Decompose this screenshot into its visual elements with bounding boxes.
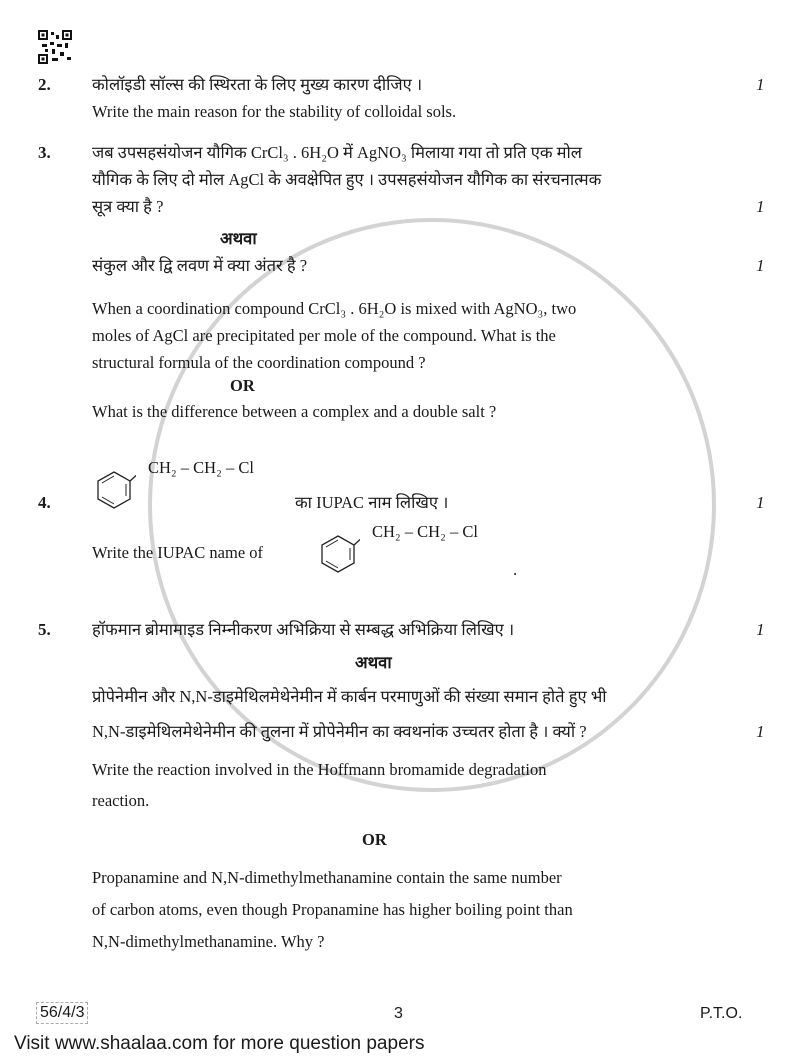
paper-code: 56/4/3: [36, 1002, 88, 1024]
or-label-hindi: अथवा: [220, 229, 257, 248]
question-mark: 1: [756, 256, 765, 275]
benzene-ring-icon: [92, 468, 136, 512]
question-english-line: moles of AgCl are precipitated per mole of the compound. What is the: [92, 326, 556, 345]
or-label-hindi: अथवा: [355, 653, 392, 672]
pto-label: P.T.O.: [700, 1005, 743, 1022]
question-english-line: structural formula of the coordination compound ?: [92, 353, 426, 372]
question-alt-hindi-line: N,N-डाइमेथिलमेथेनेमीन की तुलना में प्रोपेनेमीन का क्वथनांक उच्चतर होता है । क्यों ?: [92, 722, 587, 741]
question-alt-english: What is the difference between a complex and a double salt ?: [92, 402, 497, 421]
or-label-english: OR: [362, 830, 387, 849]
question-hindi: का IUPAC नाम लिखिए ।: [295, 493, 449, 512]
question-number: 3.: [38, 143, 51, 162]
question-alt-english-line: of carbon atoms, even though Propanamine has higher boiling point than: [92, 900, 573, 919]
question-number: 4.: [38, 493, 51, 512]
question-english-line: Write the reaction involved in the Hoffmann bromamide degradation: [92, 760, 547, 779]
question-number: 2.: [38, 75, 51, 94]
question-hindi-line: जब उपसहसंयोजन यौगिक CrCl₃ . 6H₂O में AgNO₃ मिलाया गया तो प्रति एक मोल: [92, 143, 582, 162]
question-alt-english-line: Propanamine and N,N-dimethylmethanamine contain the same number: [92, 868, 562, 887]
question-hindi-line: सूत्र क्या है ?: [92, 197, 164, 216]
or-label-english: OR: [230, 376, 255, 395]
question-english: Write the main reason for the stability of colloidal sols.: [92, 102, 457, 121]
question-alt-hindi: संकुल और द्वि लवण में क्या अंतर है ?: [92, 256, 308, 275]
visit-link[interactable]: Visit www.shaalaa.com for more question papers: [14, 1033, 425, 1054]
question-alt-hindi-line: प्रोपेनेमीन और N,N-डाइमेथिलमेथेनेमीन में कार्बन परमाणुओं की संख्या समान होते हुए भी: [92, 687, 607, 706]
question-hindi-line: यौगिक के लिए दो मोल AgCl के अवक्षेपित हुए । उपसहसंयोजन यौगिक का संरचनात्मक: [92, 170, 602, 189]
structure-label: CH₂ – CH₂ – Cl: [372, 522, 478, 541]
question-english: Write the IUPAC name of: [92, 543, 264, 562]
qr-code-icon: [38, 30, 72, 64]
question-number: 5.: [38, 620, 51, 639]
page-number: 3: [394, 1005, 403, 1022]
sentence-end: .: [513, 560, 518, 579]
benzene-ring-icon: [316, 532, 360, 576]
question-mark: 1: [756, 197, 765, 216]
question-mark: 1: [756, 75, 765, 94]
question-mark: 1: [756, 493, 765, 512]
question-alt-english-line: N,N-dimethylmethanamine. Why ?: [92, 932, 325, 951]
question-english-line: reaction.: [92, 791, 150, 810]
question-mark: 1: [756, 620, 765, 639]
structure-label: CH₂ – CH₂ – Cl: [148, 458, 254, 477]
question-hindi: कोलॉइडी सॉल्स की स्थिरता के लिए मुख्य कारण दीजिए ।: [92, 75, 423, 94]
question-mark: 1: [756, 722, 765, 741]
question-english-line: When a coordination compound CrCl₃ . 6H₂O is mixed with AgNO₃, two: [92, 299, 577, 318]
question-hindi: हॉफमान ब्रोमामाइड निम्नीकरण अभिक्रिया से सम्बद्ध अभिक्रिया लिखिए ।: [92, 620, 515, 639]
